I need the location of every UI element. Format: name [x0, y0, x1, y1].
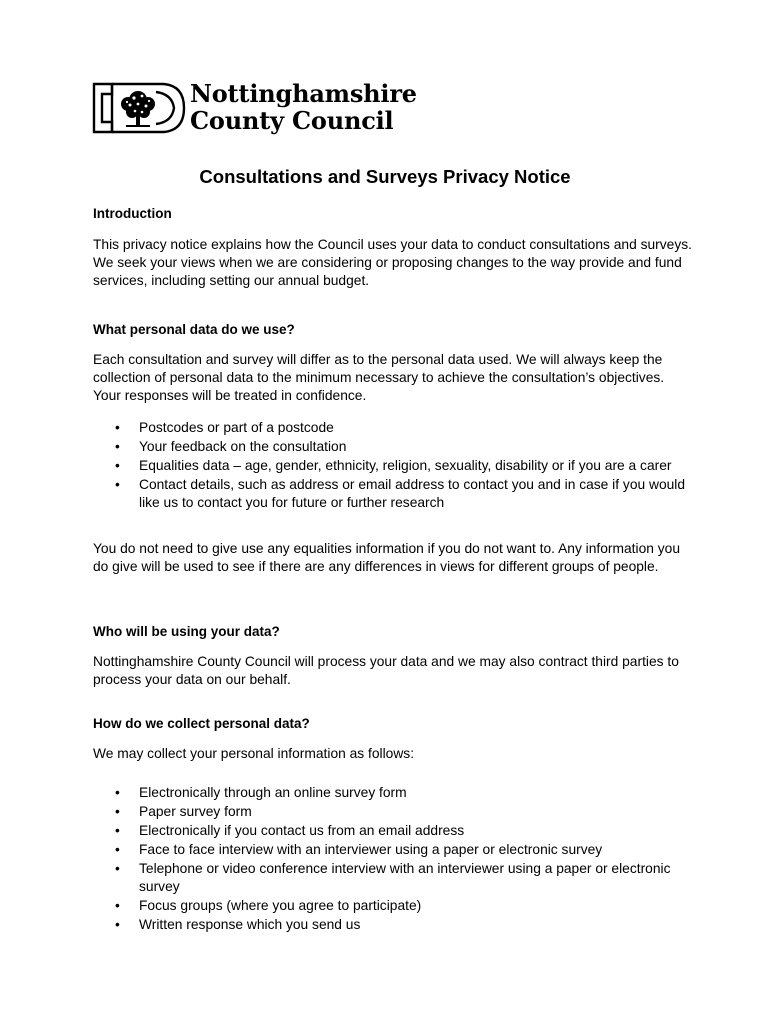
personal-data-paragraph: Each consultation and survey will differ as to the personal data used. We will always keep the collection of personal data to the minimum necessary to achieve the consultation’s objectives. Your responses will be treated in confidence. [93, 352, 665, 403]
logo-line-1: Nottinghamshire [190, 79, 417, 108]
list-item: • Postcodes or part of a postcode [115, 420, 334, 435]
list-item: • Your feedback on the consultation [115, 439, 347, 454]
council-logo [92, 79, 432, 138]
bullet-icon: • [115, 823, 120, 838]
list-item: • Contact details, such as address or email address to contact you and in case if you would like us to contact you for future or further research [115, 477, 686, 510]
collect-list [93, 784, 693, 935]
list-item: • Electronically through an online survey form [115, 785, 407, 800]
list-item: • Paper survey form [115, 804, 252, 819]
list-item: • Equalities data – age, gender, ethnicity, religion, sexuality, disability or if you are a carer [115, 458, 672, 473]
introduction-heading: Introduction [93, 206, 172, 221]
bullet-icon: • [115, 439, 120, 454]
list-item: • Telephone or video conference interview with an interviewer using a paper or electronic survey [115, 861, 671, 894]
page-title: Consultations and Surveys Privacy Notice [199, 166, 571, 187]
bullet-icon: • [115, 458, 120, 473]
bullet-icon: • [115, 842, 120, 857]
personal-data-list [93, 419, 693, 513]
list-item: • Written response which you send us [115, 917, 361, 932]
equalities-paragraph: You do not need to give use any equalities information if you do not want to. Any information you do give will be used to see if there are any differences in views for different groups of people. [93, 541, 681, 574]
list-item: • Electronically if you contact us from an email address [115, 823, 465, 838]
bullet-icon: • [115, 917, 120, 932]
collect-paragraph: We may collect your personal information as follows: [93, 746, 415, 761]
personal-data-heading: What personal data do we use? [93, 322, 295, 337]
logo-wordmark [190, 80, 417, 134]
who-paragraph: Nottinghamshire County Council will process your data and we may also contract third parties to process your data on our behalf. [93, 654, 679, 687]
bullet-icon: • [115, 804, 120, 819]
bullet-icon: • [115, 420, 120, 435]
bullet-icon: • [115, 477, 120, 492]
who-heading: Who will be using your data? [93, 624, 280, 639]
collect-heading: How do we collect personal data? [93, 716, 310, 731]
bullet-icon: • [115, 861, 120, 876]
list-item: • Focus groups (where you agree to participate) [115, 898, 422, 913]
bullet-icon: • [115, 785, 120, 800]
logo-line-2: County Council [190, 106, 394, 135]
council-crest-icon [92, 82, 188, 134]
list-item: • Face to face interview with an interviewer using a paper or electronic survey [115, 842, 603, 857]
introduction-paragraph: This privacy notice explains how the Council uses your data to conduct consultations and surveys. We seek your views when we are considering or proposing changes to the way provide and fund services, including setting our annual budget. [93, 237, 692, 288]
bullet-icon: • [115, 898, 120, 913]
